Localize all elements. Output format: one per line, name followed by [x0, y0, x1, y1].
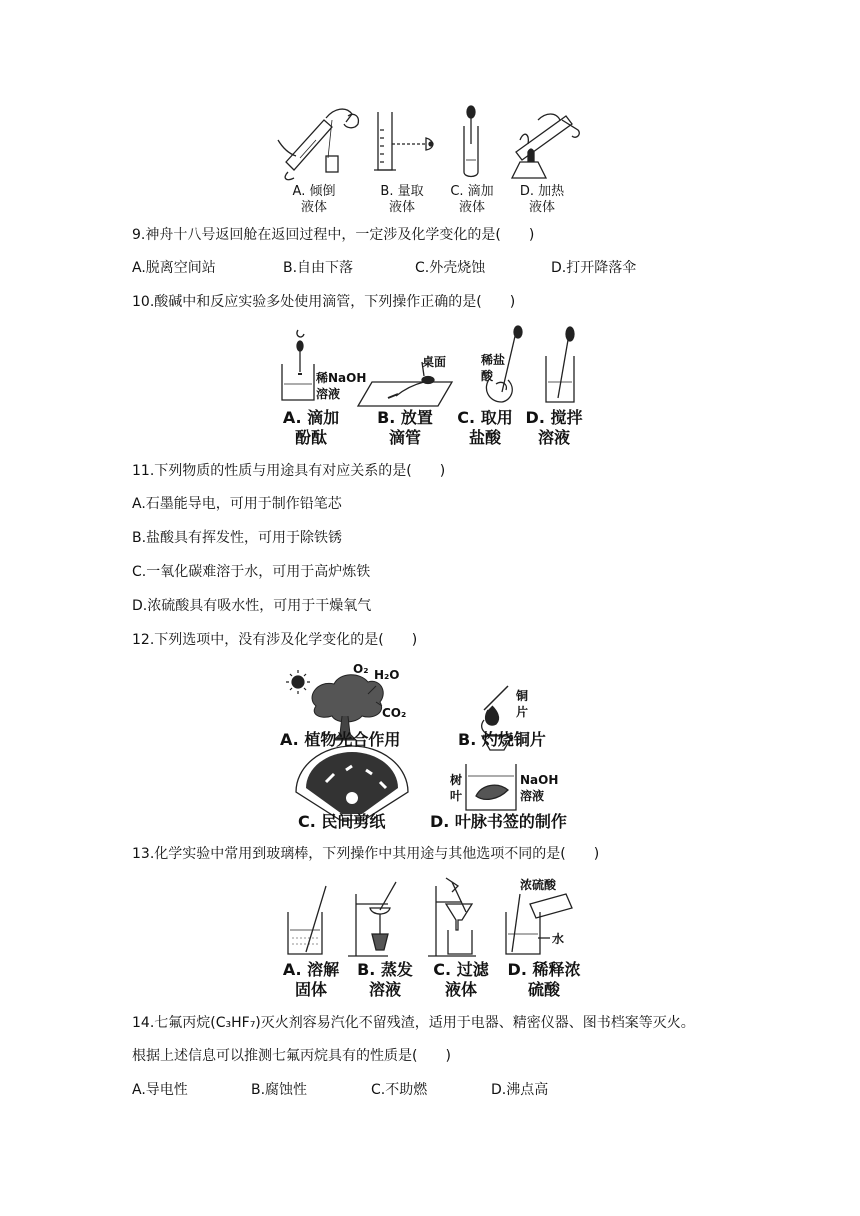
- beaker-leaf-icon: [466, 764, 516, 810]
- q13-figure: [276, 872, 596, 1002]
- q11-option-c: C.一氧化碳难溶于水，可用于高炉炼铁: [132, 564, 371, 580]
- q14-stem-line1: 14.七氟丙烷(C₃HF₇)灭火剂容易汽化不留残渣，适用于电器、精密仪器、图书档案等灭火。: [132, 1015, 695, 1031]
- q8-caption-a: A. 倾倒 液体: [292, 184, 336, 215]
- q12-figure: [276, 658, 596, 838]
- q9-stem: 9.神舟十八号返回舱在返回过程中，一定涉及化学变化的是( ): [132, 227, 535, 243]
- q14-option-c: C.不助燃: [371, 1082, 428, 1098]
- q8-caption-d: D. 加热 液体: [519, 184, 565, 215]
- q11-option-b: B.盐酸具有挥发性，可用于除铁锈: [132, 530, 343, 546]
- q12-label-copper: 铜 片: [516, 689, 529, 719]
- sun-icon: [286, 670, 310, 694]
- q9-option-c: C.外壳烧蚀: [415, 260, 486, 276]
- q10-caption-c: C. 取用 盐酸: [457, 408, 513, 447]
- q13-label-water: 水: [552, 932, 565, 946]
- q13-stem: 13.化学实验中常用到玻璃棒，下列操作中其用途与其他选项不同的是( ): [132, 846, 600, 862]
- q8-caption-b: B. 量取 液体: [380, 184, 424, 215]
- q13-caption-d: D. 稀释浓 硫酸: [507, 960, 581, 999]
- q12-label-h2o: H₂O: [374, 668, 400, 682]
- q13-label-conc-acid: 浓硫酸: [520, 878, 557, 892]
- q14-option-b: B.腐蚀性: [251, 1082, 308, 1098]
- q12-label-co2: CO₂: [382, 706, 407, 720]
- q11-option-a: A.石墨能导电，可用于制作铅笔芯: [132, 496, 342, 512]
- q14-option-a: A.导电性: [132, 1082, 188, 1098]
- q9-option-d: D.打开降落伞: [551, 260, 637, 276]
- q10-label-naoh: 稀NaOH 溶液: [316, 371, 367, 401]
- q8-lab-drawings: [276, 100, 586, 180]
- q13-caption-b: B. 蒸发 溶液: [357, 960, 413, 999]
- q13-caption-c: C. 过滤 液体: [433, 960, 489, 999]
- q10-label-hcl: 稀盐 酸: [481, 353, 506, 383]
- q11-stem: 11.下列物质的性质与用途具有对应关系的是( ): [132, 463, 446, 479]
- q10-caption-b: B. 放置 滴管: [377, 408, 433, 447]
- q12-caption-b: B. 灼烧铜片: [458, 730, 546, 749]
- q8-caption-c: C. 滴加 液体: [450, 184, 494, 215]
- q9-option-b: B.自由下落: [283, 260, 354, 276]
- q10-figure: [276, 322, 596, 452]
- q8-figure: [276, 100, 586, 220]
- paper-cut-fan-icon: [296, 746, 408, 820]
- q12-caption-d: D. 叶脉书签的制作: [430, 812, 567, 831]
- q13-caption-a: A. 溶解 固体: [282, 960, 340, 999]
- q12-caption-c: C. 民间剪纸: [298, 812, 386, 831]
- q14-option-d: D.沸点高: [491, 1082, 549, 1098]
- q11-option-d: D.浓硫酸具有吸水性，可用于干燥氧气: [132, 598, 372, 614]
- q9-option-a: A.脱离空间站: [132, 260, 216, 276]
- q12-caption-a: A. 植物光合作用: [280, 730, 401, 749]
- q12-label-naoh: NaOH 溶液: [520, 773, 559, 803]
- q10-stem: 10.酸碱中和反应实验多处使用滴管，下列操作正确的是( ): [132, 294, 516, 310]
- q14-stem-line2: 根据上述信息可以推测七氟丙烷具有的性质是( ): [132, 1048, 451, 1064]
- q10-caption-a: A. 滴加 酚酞: [282, 408, 340, 447]
- q10-label-desk: 桌面: [422, 355, 447, 369]
- q10-caption-d: D. 搅拌 溶液: [525, 408, 583, 447]
- q12-label-leaf: 树 叶: [450, 773, 463, 803]
- q12-label-o2: O₂: [353, 662, 369, 676]
- q12-stem: 12.下列选项中，没有涉及化学变化的是( ): [132, 632, 418, 648]
